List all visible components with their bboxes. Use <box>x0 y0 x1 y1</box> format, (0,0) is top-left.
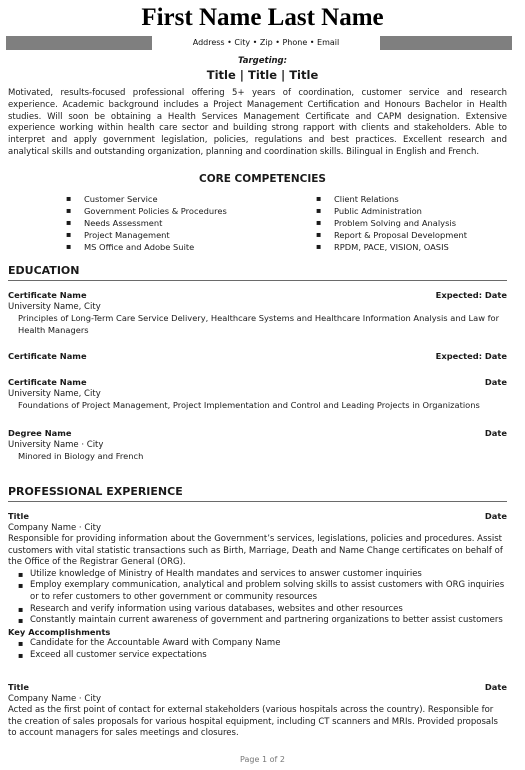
core-competencies-heading: CORE COMPETENCIES <box>199 173 326 185</box>
credential-name: Certificate Name <box>8 377 87 387</box>
responsibility-item: ▪ Employ exemplary communication, analytical and problem solving skills to assist customers with ORG inquiries or to refer customers to other government or community resources <box>8 580 507 603</box>
responsibility-item: ▪ Constantly maintain current awareness of government and partnering organizations to better assist customers <box>8 615 507 627</box>
page-number: Page 1 of 2 <box>240 755 285 764</box>
job-title: Title <box>8 682 29 692</box>
header-bar-left <box>6 36 152 50</box>
credential-name: Certificate Name <box>8 290 87 300</box>
responsibility-item: ▪ Research and verify information using various databases, websites and other resources <box>8 604 507 616</box>
header-bar-right <box>380 36 512 50</box>
education-entry <box>8 290 507 336</box>
credential-name: Certificate Name <box>8 351 87 361</box>
accomplishment-item: ▪ Exceed all customer service expectations <box>8 650 507 662</box>
competency-item: ▪ Needs Assessment <box>66 217 227 229</box>
competency-item: ▪ Client Relations <box>316 193 467 205</box>
credential-date: Date <box>484 428 507 438</box>
competencies-right-list <box>316 193 467 253</box>
job-entry <box>8 682 507 740</box>
credential-date: Expected: Date <box>435 290 507 300</box>
experience-heading: PROFESSIONAL EXPERIENCE <box>8 485 507 502</box>
education-entry <box>8 377 507 412</box>
accomplishment-list <box>8 638 507 661</box>
responsibility-item: ▪ Utilize knowledge of Ministry of Health mandates and services to answer customer inquiries <box>8 569 507 581</box>
credential-name: Degree Name <box>8 428 72 438</box>
education-entry <box>8 428 507 463</box>
school-name: University Name, City <box>8 388 101 399</box>
credential-detail: Minored in Biology and French <box>18 451 144 461</box>
targeting-label: Targeting: <box>237 56 288 66</box>
responsibility-list <box>8 569 507 627</box>
job-date: Date <box>484 682 507 692</box>
target-titles: Title | Title | Title <box>206 68 319 82</box>
school-name: University Name · City <box>8 439 104 450</box>
accomplishments-label: Key Accomplishments <box>8 626 111 637</box>
professional-summary: Motivated, results-focused professional offering 5+ years of coordination, customer service and research experience. Academic background includes a Project Management Certification and Honours Bachelor in Health studies. Will soon be obtaining a Health Services Management Certificate and CAPM designation. Extensive experience working within health care sector and building strong rapport with clients and stakeholders. Able to interpret and apply government legislation, policies, regulations and best practices. Excellent research and analytical skills and outstanding organization, planning and coordination skills. Bilingual in English and French. <box>8 88 507 157</box>
competency-item: ▪ RPDM, PACE, VISION, OASIS <box>316 241 467 253</box>
company-name: Company Name · City <box>8 522 101 533</box>
competencies-left-list <box>66 193 227 253</box>
job-date: Date <box>484 511 507 521</box>
job-description: Responsible for providing information about the Government’s services, legislations, policies and procedures. Assist customers with vital statistic transactions such as Birth, Marriage, Death and Name Change certificates on behalf of the Office of the Registrar General (ORG). <box>8 534 503 568</box>
credential-detail: Principles of Long-Term Care Service Delivery, Healthcare Systems and Healthcare Information Analysis and Law for Health Managers <box>18 313 500 335</box>
competency-item: ▪ Government Policies & Procedures <box>66 205 227 217</box>
competency-item: ▪ Customer Service <box>66 193 227 205</box>
candidate-name: First Name Last Name <box>141 4 384 31</box>
credential-date: Date <box>484 377 507 387</box>
school-name: University Name, City <box>8 301 101 312</box>
contact-line: Address • City • Zip • Phone • Email <box>192 38 340 47</box>
competency-item: ▪ Public Administration <box>316 205 467 217</box>
education-heading: EDUCATION <box>8 264 507 281</box>
credential-date: Expected: Date <box>435 351 507 361</box>
accomplishment-item: ▪ Candidate for the Accountable Award with Company Name <box>8 638 507 650</box>
credential-detail: Foundations of Project Management, Project Implementation and Control and Leading Projects in Organizations <box>18 400 480 410</box>
job-title: Title <box>8 511 29 521</box>
competency-item: ▪ Report & Proposal Development <box>316 229 467 241</box>
company-name: Company Name · City <box>8 693 101 704</box>
job-description: Acted as the first point of contact for external stakeholders (various hospitals across the country). Responsible for the creation of sales proposals for various hospital equipment, including CT scanners and MRIs. Provided proposals to account managers for sales meetings and closures. <box>8 705 498 739</box>
competency-item: ▪ MS Office and Adobe Suite <box>66 241 227 253</box>
competency-item: ▪ Project Management <box>66 229 227 241</box>
education-entry <box>8 351 507 363</box>
job-entry <box>8 511 507 661</box>
competency-item: ▪ Problem Solving and Analysis <box>316 217 467 229</box>
